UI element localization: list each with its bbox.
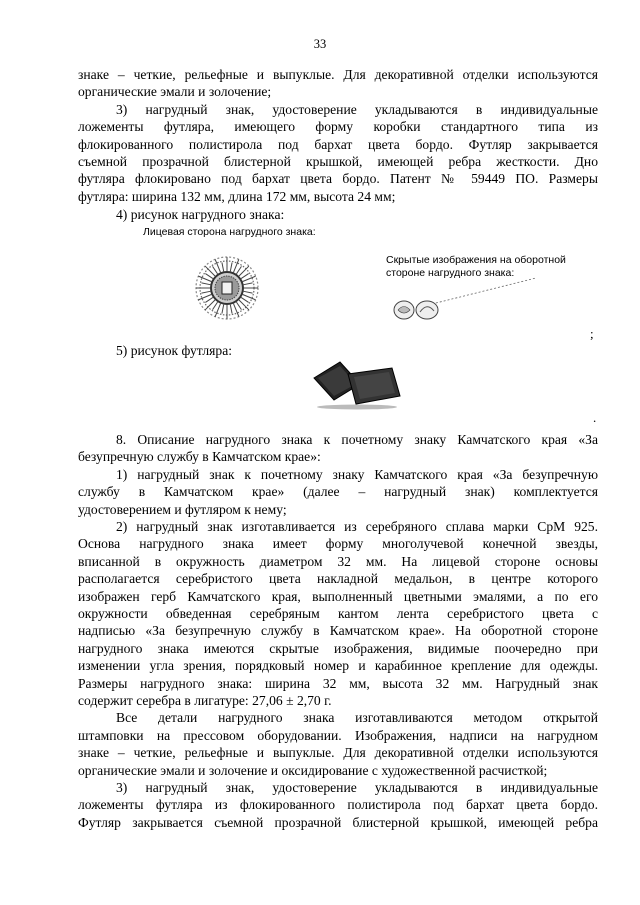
star-ray: [243, 276, 256, 281]
star-ray: [230, 305, 232, 314]
text-line: удостоверением и футляром к нему;: [78, 501, 287, 517]
star-ray: [236, 266, 241, 273]
text-line: 3) нагрудный знак, удостоверение укладываются в индивидуальные: [116, 780, 598, 795]
section-8-heading-line: безупречную службу в Камчатском крае»:: [78, 449, 321, 465]
text-line: ложементы футляра, имеющего форму коробки стандартного типа из: [78, 119, 598, 135]
text-line: содержит серебра в лигатуре: 27,06 ± 2,70 г.: [78, 693, 332, 708]
star-ray: [244, 283, 253, 285]
text-line: футляра флокировано под бархат цвета бордо. Патент № 59449 ПО. Размеры: [78, 171, 598, 187]
star-ray: [234, 304, 239, 317]
text-line: нагрудного знака имеются скрытые изображения, видимые поочередно при: [78, 640, 598, 656]
item-5-label: 5) рисунок футляра:: [116, 343, 233, 358]
period-mark: .: [593, 410, 597, 425]
text-line: флокированного полистирола под бархат цвета бордо. Футляр закрывается: [78, 136, 598, 152]
text-line: Футляр закрывается съемной прозрачной блистерной крышкой, имеющей ребра: [78, 814, 598, 830]
text-line: Размеры нагрудного знака: ширина 32 мм, высота 32 мм. Нагрудный знак: [78, 675, 598, 691]
semicolon-mark: ;: [590, 326, 594, 341]
star-ray: [213, 266, 218, 273]
caption-front-side: Лицевая сторона нагрудного знака:: [143, 226, 316, 238]
star-ray: [201, 291, 210, 293]
text-line: Основа нагрудного знака имеет форму многолучевой конечной звезды,: [78, 536, 598, 552]
star-ray: [241, 274, 248, 279]
text-line: надписью «За безупречную службу в Камчатском крае». На оборотной стороне: [78, 623, 598, 639]
text-line: ложементы футляра из флокированного полистирола под бархат цвета бордо.: [78, 797, 598, 813]
star-ray: [205, 297, 212, 302]
text-line: знаке – четкие, рельефные и выпуклые. Для декоративной отделки используются: [78, 745, 598, 761]
star-ray: [215, 304, 220, 317]
text-line: изображен герб Камчатского края, выполненный цветными эмалями, а по его: [78, 588, 598, 604]
pointer-line: [430, 276, 540, 306]
section-8-heading-line: 8. Описание нагрудного знака к почетному знаку Камчатского края «За: [116, 432, 598, 447]
star-ray: [222, 305, 224, 314]
text-line: 3) нагрудный знак, удостоверение укладываются в индивидуальные: [116, 101, 598, 117]
caption-hidden-line-2: стороне нагрудного знака:: [386, 267, 515, 279]
star-ray: [244, 291, 253, 293]
text-line: съемной прозрачной блистерной крышкой, имеющей ребра жесткости. Дно: [78, 154, 598, 169]
case-image: [312, 360, 402, 410]
text-line: 1) нагрудный знак к почетному знаку Камчатского края «За безупречную: [116, 466, 598, 482]
text-line: вписанной в окружность диаметром 32 мм. На лицевой стороне основы: [78, 553, 598, 569]
star-ray: [243, 295, 256, 300]
star-ray: [241, 297, 248, 302]
page-number: 33: [313, 37, 327, 51]
star-ray: [198, 276, 211, 281]
badge-front-image: [194, 255, 260, 321]
star-ray: [236, 302, 241, 309]
item-4-label: 4) рисунок нагрудного знака:: [116, 207, 285, 222]
star-ray: [205, 274, 212, 279]
text-line: окружности обведенная серебряным кантом лента серебристого цвета с: [78, 606, 598, 621]
text-line: 2) нагрудный знак изготавливается из серебряного сплава марки СрМ 925.: [116, 519, 598, 534]
text-line: изменении угла зрения, порядковый номер и карабинное крепление для одежды.: [78, 658, 598, 674]
text-line: Все детали нагрудного знака изготавливаются методом открытой: [116, 710, 598, 726]
text-line: знаке – четкие, рельефные и выпуклые. Для декоративной отделки используются: [78, 67, 598, 82]
text-line: штамповки на прессовом оборудовании. Изображения, надписи на нагрудном: [78, 727, 598, 743]
text-line: футляра: ширина 132 мм, длина 172 мм, высота 24 мм;: [78, 188, 396, 204]
star-ray: [201, 283, 210, 285]
hidden-images: [392, 298, 440, 322]
caption-hidden-line-1: Скрытые изображения на оборотной: [386, 254, 566, 266]
star-ray: [234, 259, 239, 272]
star-ray: [213, 302, 218, 309]
star-ray: [230, 262, 232, 271]
text-line: службу в Камчатском крае» (далее – нагрудный знак) комплектуется: [78, 484, 598, 500]
text-line: располагается серебристого цвета накладной медальон, в центре которого: [78, 571, 598, 587]
text-line: органические эмали и золочение и оксидирование с художественной расчисткой;: [78, 762, 548, 778]
text-line: органические эмали и золочение;: [78, 84, 272, 100]
coat-of-arms: [222, 282, 232, 294]
star-ray: [215, 259, 220, 272]
star-ray: [198, 295, 211, 300]
star-ray: [222, 262, 224, 271]
